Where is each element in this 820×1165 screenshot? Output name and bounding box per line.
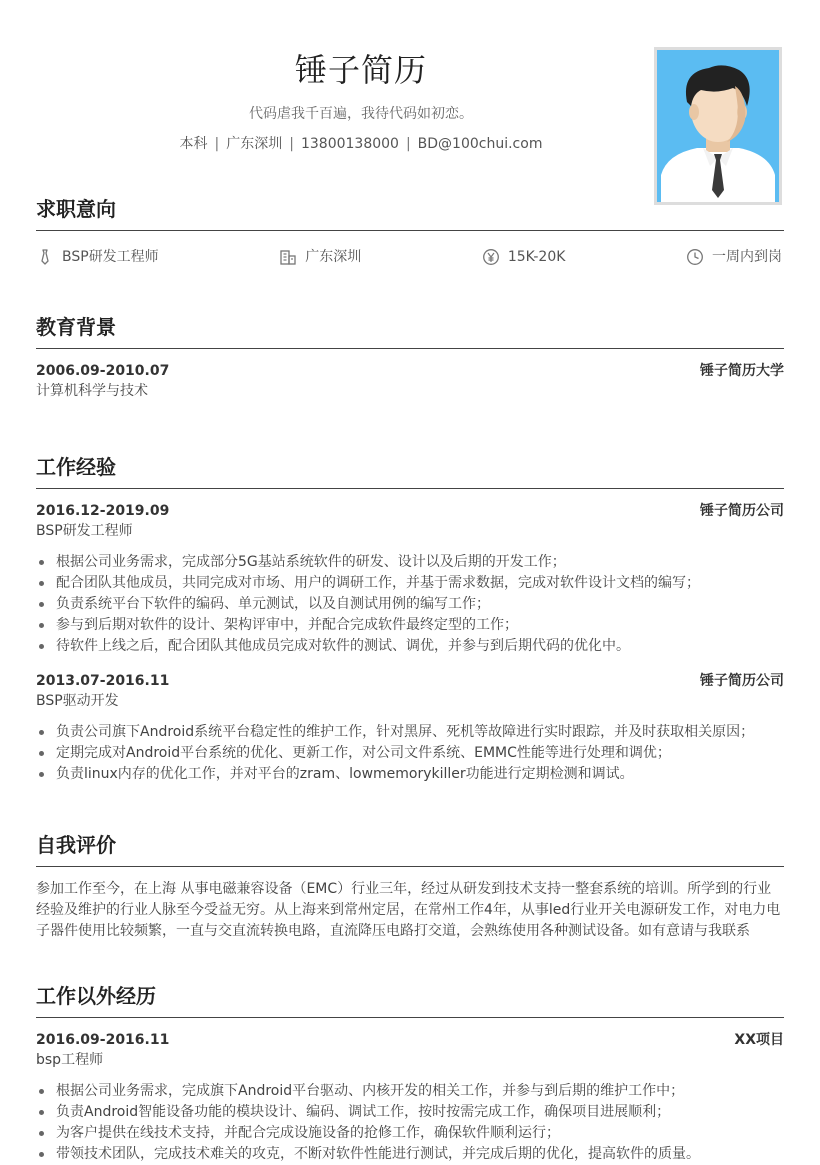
company-name: 锤子简历公司 xyxy=(700,673,784,689)
job-date: 2013.07-2016.11 xyxy=(36,673,170,689)
email: BD@100chui.com xyxy=(417,136,543,152)
paragraph-line: 经验及维护的行业人脉至今受益无穷。从上海来到常州定居，在常州工作4年，从事led行业开关电源研发工作，对电力电 xyxy=(36,902,781,918)
job-role: BSP研发工程师 xyxy=(36,523,133,539)
intent-label: 15K-20K xyxy=(507,249,566,265)
list-item: 根据公司业务需求，完成部分5G基站系统软件的研发、设计以及后期的开发工作； xyxy=(36,552,784,573)
resume-page xyxy=(36,0,784,1160)
contact-line xyxy=(36,134,686,154)
section-title: 工作以外经历 xyxy=(36,981,784,1018)
intent-label: 一周内到岗 xyxy=(712,249,782,265)
education-row xyxy=(36,361,784,381)
list-item: 为客户提供在线技术支持，并配合完成设施设备的抢修工作，确保软件顺利运行； xyxy=(36,1123,784,1144)
project-date: 2016.09-2016.11 xyxy=(36,1032,170,1048)
section-self-evaluation xyxy=(36,830,784,942)
intent-city xyxy=(279,247,361,267)
section-title: 自我评价 xyxy=(36,830,784,867)
phone: 13800138000 xyxy=(300,136,399,152)
avatar-illustration xyxy=(657,50,779,202)
section-intent xyxy=(36,194,784,267)
education-date: 2006.09-2010.07 xyxy=(36,363,170,379)
job-header xyxy=(36,501,784,521)
yen-coin-icon xyxy=(482,248,500,266)
separator: | xyxy=(405,136,411,152)
job-duties xyxy=(36,722,784,785)
intent-availability xyxy=(686,247,782,267)
section-other-experience xyxy=(36,981,784,1165)
list-item: 负责Android智能设备功能的模块设计、编码、调试工作，按时按需完成工作，确保项目进展顺利； xyxy=(36,1102,784,1123)
intent-label: BSP研发工程师 xyxy=(62,249,159,265)
list-item: 定期完成对Android平台系统的优化、更新工作，对公司文件系统、EMMC性能等进行处理和调优； xyxy=(36,743,784,764)
job-duties xyxy=(36,552,784,657)
section-title: 求职意向 xyxy=(36,194,784,231)
section-title: 教育背景 xyxy=(36,312,784,349)
clock-icon xyxy=(686,248,704,266)
section-work xyxy=(36,452,784,785)
intent-salary xyxy=(482,247,566,267)
resume-header xyxy=(36,48,686,154)
list-item: 配合团队其他成员，共同完成对市场、用户的调研工作，并基于需求数据，完成对软件设计文档的编写； xyxy=(36,573,784,594)
list-item: 参与到后期对软件的设计、架构评审中，并配合完成软件最终定型的工作； xyxy=(36,615,784,636)
degree: 本科 xyxy=(179,136,208,152)
location: 广东深圳 xyxy=(226,136,283,152)
school-name: 锤子简历大学 xyxy=(700,363,784,379)
separator: | xyxy=(289,136,294,152)
list-item: 待软件上线之后，配合团队其他成员完成对软件的测试、调优，并参与到后期代码的优化中。 xyxy=(36,636,784,657)
section-education xyxy=(36,312,784,402)
separator: | xyxy=(214,136,220,152)
project-duties xyxy=(36,1081,784,1165)
job-entry xyxy=(36,501,784,657)
list-item: 负责linux内存的优化工作，并对平台的zram、lowmemorykiller功能进行定期检测和调试。 xyxy=(36,764,784,785)
self-evaluation-text xyxy=(36,879,784,942)
intent-position xyxy=(36,247,159,267)
job-entry xyxy=(36,671,784,785)
list-item: 负责系统平台下软件的编码、单元测试，以及自测试用例的编写工作； xyxy=(36,594,784,615)
project-role: bsp工程师 xyxy=(36,1052,104,1068)
intent-label: 广东深圳 xyxy=(305,249,362,265)
project-header xyxy=(36,1030,784,1050)
list-item: 负责公司旗下Android系统平台稳定性的维护工作，针对黑屏、死机等故障进行实时跟踪，并及时获取相关原因； xyxy=(36,722,784,743)
company-name: 锤子简历公司 xyxy=(700,503,784,519)
candidate-name: 锤子简历 xyxy=(294,51,427,89)
job-header xyxy=(36,671,784,691)
intent-row xyxy=(36,247,784,267)
motto: 代码虐我千百遍，我待代码如初恋。 xyxy=(249,106,473,122)
list-item: 根据公司业务需求，完成旗下Android平台驱动、内核开发的相关工作，并参与到后期的维护工作中； xyxy=(36,1081,784,1102)
job-role: BSP驱动开发 xyxy=(36,693,119,709)
project-name: XX项目 xyxy=(734,1032,784,1048)
list-item: 带领技术团队，完成技术难关的攻克，不断对软件性能进行测试，并完成后期的优化，提高软件的质量。 xyxy=(36,1144,784,1165)
section-title: 工作经验 xyxy=(36,452,784,489)
tie-icon xyxy=(36,248,54,266)
paragraph-line: 子器件使用比较频繁，一直与交直流转换电路，直流降压电路打交道，会熟练使用各种测试设备。如有意请与我联系 xyxy=(36,923,750,939)
avatar-photo xyxy=(654,47,782,205)
paragraph-line: 参加工作至今，在上海 从事电磁兼容设备（EMC）行业三年，经过从研发到技术支持一整套系统的培训。所学到的行业 xyxy=(36,881,772,897)
building-icon xyxy=(279,248,297,266)
major: 计算机科学与技术 xyxy=(36,383,148,399)
job-date: 2016.12-2019.09 xyxy=(36,503,170,519)
